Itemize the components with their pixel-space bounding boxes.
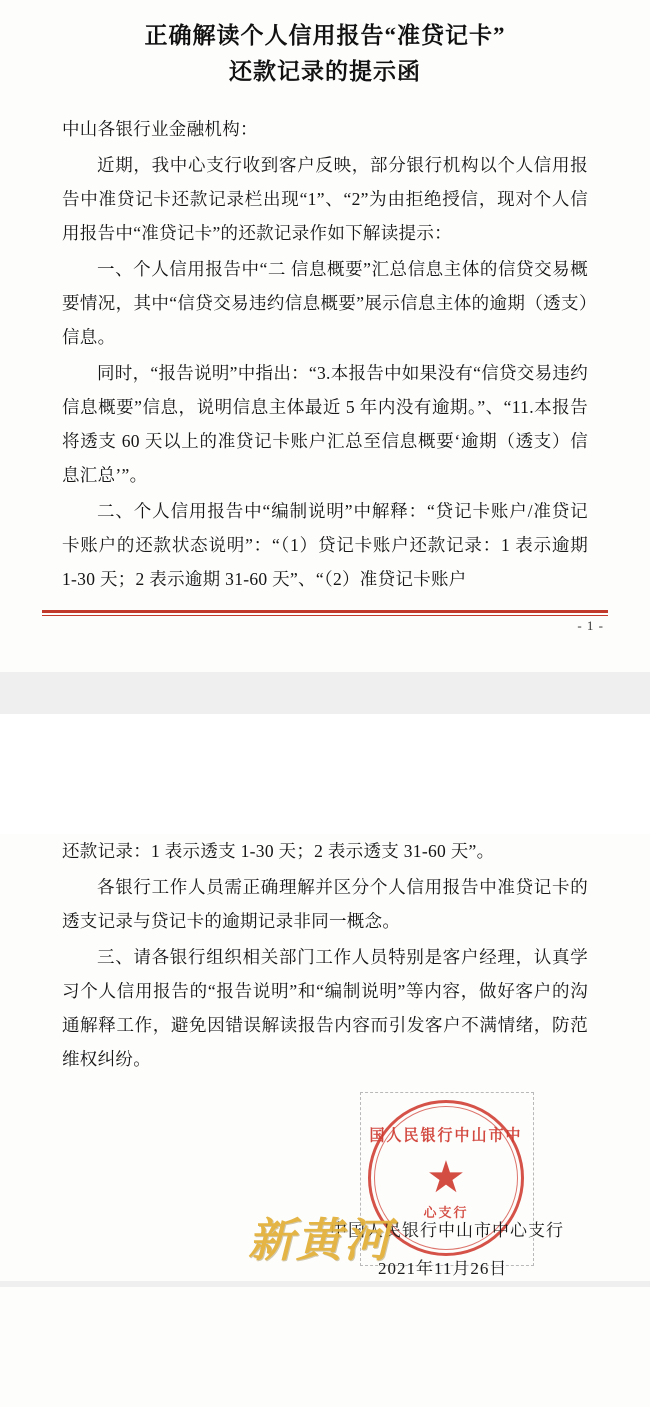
paragraph: 各银行工作人员需正确理解并区分个人信用报告中准贷记卡的透支记录与贷记卡的逾期记录非同一概念。 [62,877,588,931]
paragraph: 近期，我中心支行收到客户反映，部分银行机构以个人信用报告中准贷记卡还款记录栏出现“1”、“2”为由拒绝授信，现对个人信用报告中“准贷记卡”的还款记录作如下解读提示： [62,155,588,243]
watermark: 新黄河 [248,1213,392,1267]
seal-text-top: 国人民银行中山市中 [369,1127,523,1145]
page-title-line-1: 正确解读个人信用报告“准贷记卡” [144,23,506,48]
salutation: 中山各银行业金融机构： [62,119,258,139]
star-icon: ★ [426,1153,466,1202]
seal-text-bottom: 心支行 [423,1205,469,1220]
page-title [0,0,650,90]
paragraph: 同时，“报告说明”中指出：“3.本报告中如果没有“信贷交易违约信息概要”信息，说明信息主体最近 5 年内没有逾期。”、“11.本报告将透支 60 天以上的准贷记卡账户汇总至信息概要‘逾期（透支）信息汇总’”。 [62,363,588,485]
bottom-edge [0,1281,650,1287]
document-page-two [0,834,650,1407]
paragraph: 还款记录：1 表示透支 1-30 天；2 表示透支 31-60 天”。 [62,841,495,861]
page-number: - 1 - [577,618,604,633]
paragraph: 三、请各银行组织相关部门工作人员特别是客户经理，认真学习个人信用报告的“报告说明”和“编制说明”等内容，做好客户的沟通解释工作，避免因错误解读报告内容而引发客户不满情绪，防范维权纠纷。 [62,947,588,1069]
signature-block [0,1078,650,1288]
paragraph: 二、个人信用报告中“编制说明”中解释：“贷记卡账户/准贷记卡账户的还款状态说明”：“（1）贷记卡账户还款记录：1 表示逾期 1-30 天；2 表示逾期 31-60 天”、“（2）准贷记卡账户 [62,501,588,589]
issue-date: 2021年11月26日 [378,1259,508,1278]
page-footer-rule [0,610,650,633]
red-rule-thin [42,615,608,616]
page-separator [0,672,650,714]
issuer-signature: 中国人民银行中山市中心支行 [330,1221,564,1240]
red-rule-thick [42,610,608,613]
page-two-body [0,834,650,1076]
document-page-one [0,0,650,672]
paragraph: 一、个人信用报告中“二 信息概要”汇总信息主体的信贷交易概要情况，其中“信贷交易违约信息概要”展示信息主体的逾期（透支）信息。 [62,259,588,347]
page-one-body [0,112,650,596]
page-title-line-2: 还款记录的提示函 [229,59,421,84]
